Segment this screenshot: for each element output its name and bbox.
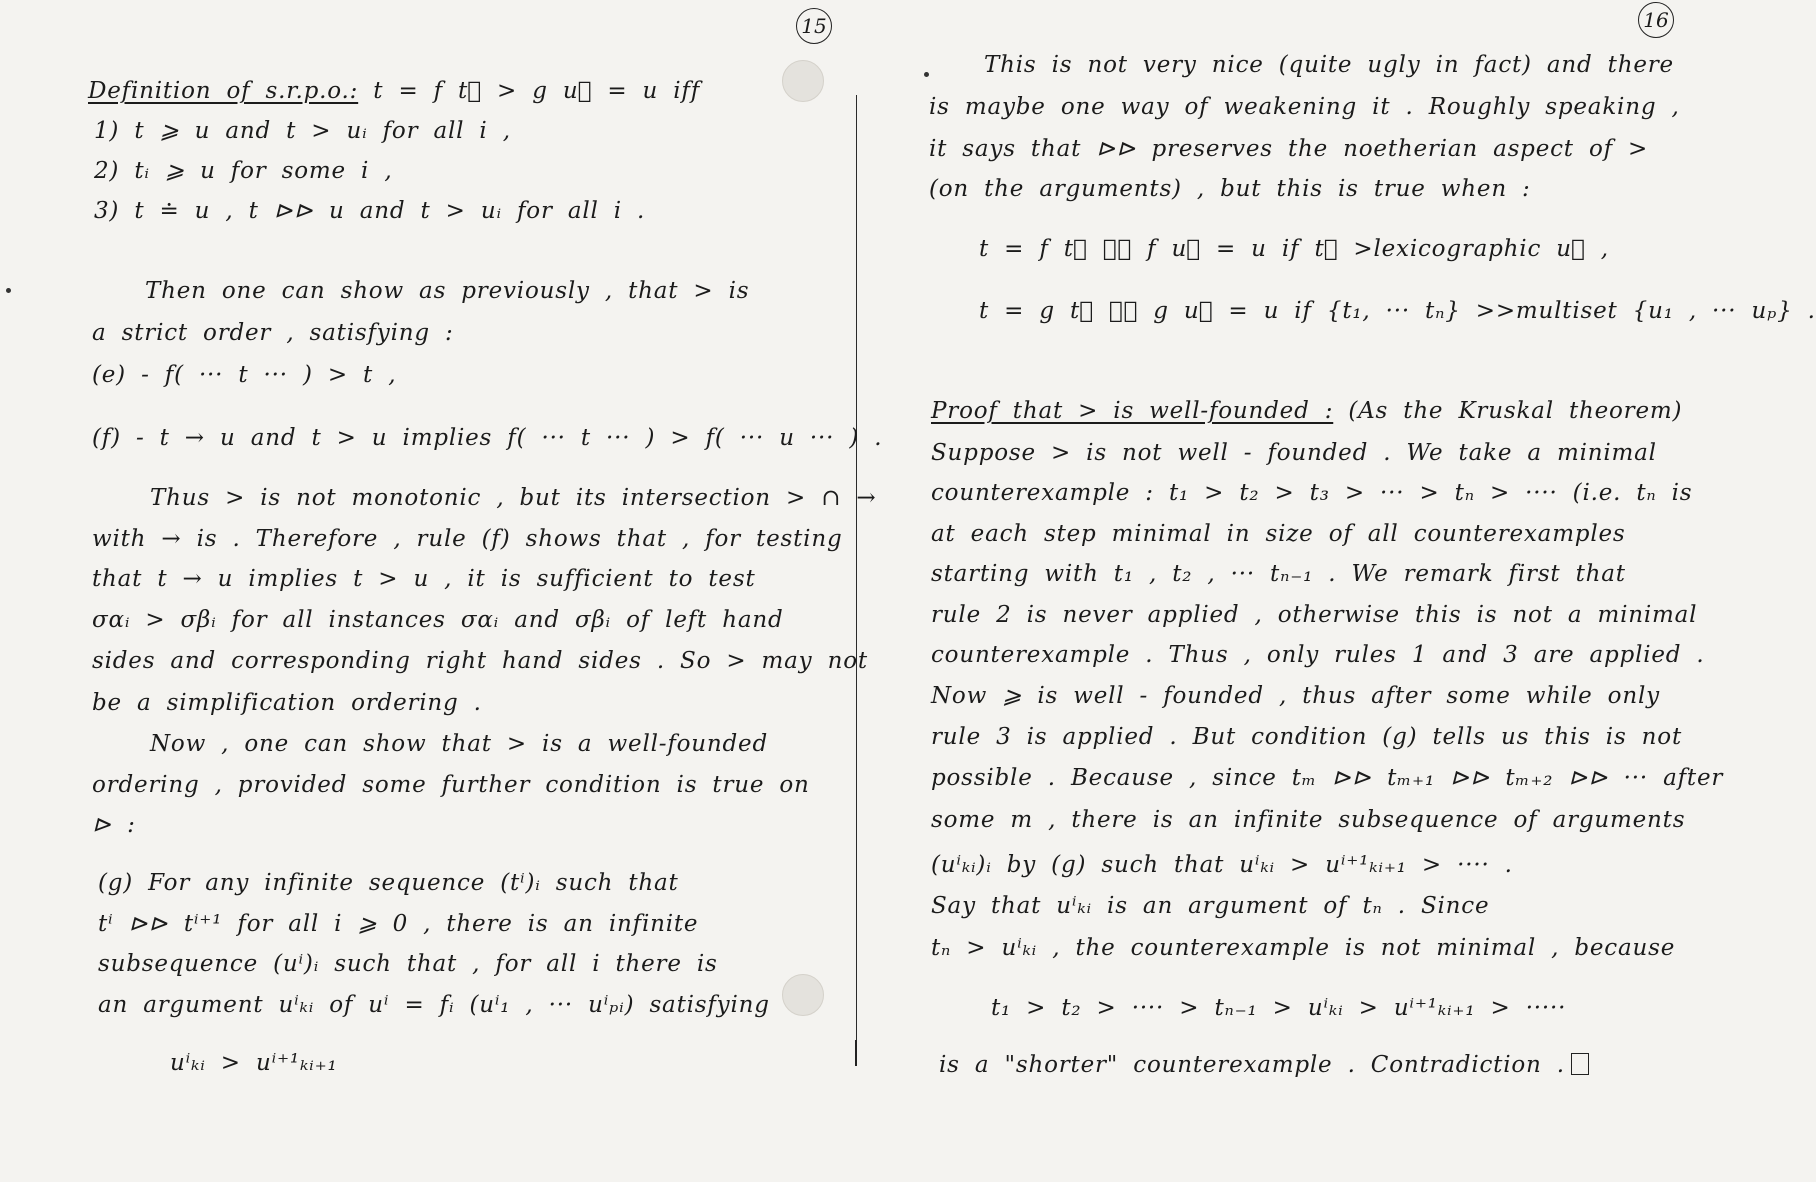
proof-line: Suppose > is not well - founded . We take a minimal: [931, 440, 1657, 466]
text-line: a strict order , satisfying :: [92, 320, 454, 346]
text-line: sides and corresponding right hand sides . So > may not: [92, 648, 868, 674]
text-line: This is not very nice (quite ugly in fact) and there: [984, 52, 1674, 78]
proof-line: Now ⩾ is well - founded , thus after some while only: [931, 683, 1660, 709]
condition-g-line: subsequence (uⁱ)ᵢ such that , for all i there is: [98, 951, 718, 977]
condition-g: (g) For any infinite sequence (tⁱ)ᵢ such that: [98, 870, 679, 896]
proof-line: rule 2 is never applied , otherwise this is not a minimal: [931, 602, 1698, 628]
text-line: it says that ⊳⊳ preserves the noetherian aspect of >: [929, 136, 1649, 162]
proof-line: starting with t₁ , t₂ , ··· tₙ₋₁ . We remark first that: [931, 561, 1626, 587]
proof-line: counterexample : t₁ > t₂ > t₃ > ··· > tₙ > ···· (i.e. tₙ is: [931, 480, 1693, 506]
proof-line: possible . Because , since tₘ ⊳⊳ tₘ₊₁ ⊳⊳ tₘ₊₂ ⊳⊳ ··· after: [931, 765, 1724, 791]
text-line: (on the arguments) , but this is true when :: [929, 176, 1531, 202]
definition-line: [88, 78, 700, 104]
property-e: (e) - f( ··· t ··· ) > t ,: [92, 362, 397, 388]
proof-line: some m , there is an infinite subsequence of arguments: [931, 807, 1686, 833]
proof-line: tₙ > uⁱₖᵢ , the counterexample is not minimal , because: [931, 935, 1676, 961]
proof-line: (uⁱₖᵢ)ᵢ by (g) such that uⁱₖᵢ > uⁱ⁺¹ₖᵢ₊₁ > ···· .: [931, 852, 1513, 878]
proof-conclusion-line: [939, 1052, 1589, 1078]
definition-label: Definition of s.r.p.o.:: [88, 78, 359, 104]
lexicographic-rule: t = f t⃗ ⊳⊳ f u⃗ = u if t⃗ >lexicographic u⃗ ,: [979, 236, 1609, 262]
text-line: is maybe one way of weakening it . Roughly speaking ,: [929, 94, 1680, 120]
condition-g-formula: uⁱₖᵢ > uⁱ⁺¹ₖᵢ₊₁: [170, 1050, 338, 1076]
condition-g-line: tⁱ ⊳⊳ tⁱ⁺¹ for all i ⩾ 0 , there is an infinite: [98, 911, 699, 937]
proof-line: counterexample . Thus , only rules 1 and 3 are applied .: [931, 642, 1705, 668]
definition-condition: 2) tᵢ ⩾ u for some i ,: [94, 158, 393, 184]
text-line: σαᵢ > σβᵢ for all instances σαᵢ and σβᵢ of left hand: [92, 607, 784, 633]
page-number-right: 16: [1638, 2, 1674, 38]
text-line: Thus > is not monotonic , but its intersection > ∩ →: [150, 485, 877, 511]
text-line: with → is . Therefore , rule (f) shows that , for testing: [92, 526, 843, 552]
proof-chain: t₁ > t₂ > ···· > tₙ₋₁ > uⁱₖᵢ > uⁱ⁺¹ₖᵢ₊₁ > ·····: [991, 995, 1567, 1021]
page-number-left: 15: [796, 8, 832, 44]
proof-heading-note: (As the Kruskal theorem): [1348, 398, 1683, 424]
text-line: ordering , provided some further condition is true on: [92, 772, 810, 798]
text-line: that t → u implies t > u , it is sufficient to test: [92, 566, 756, 592]
multiset-rule: t = g t⃗ ⊳⊳ g u⃗ = u if {t₁, ··· tₙ} >>multiset {u₁ , ··· uₚ} .: [979, 298, 1816, 324]
left-page: [0, 0, 883, 1182]
proof-line: at each step minimal in size of all counterexamples: [931, 521, 1626, 547]
definition-condition: 3) t ≐ u , t ⊳⊳ u and t > uᵢ for all i .: [94, 198, 646, 224]
property-f: (f) - t → u and t > u implies f( ··· t ··· ) > f( ··· u ··· ) .: [92, 425, 883, 451]
definition-condition: 1) t ⩾ u and t > uᵢ for all i ,: [94, 118, 511, 144]
proof-conclusion: is a "shorter" counterexample . Contradiction .: [939, 1052, 1565, 1078]
definition-formula: t = f t⃗ > g u⃗ = u iff: [373, 78, 701, 104]
proof-heading: Proof that > is well-founded :: [931, 398, 1334, 424]
text-line: ⊳ :: [92, 812, 136, 838]
proof-line: rule 3 is applied . But condition (g) tells us this is not: [931, 724, 1682, 750]
proof-line: Say that uⁱₖᵢ is an argument of tₙ . Since: [931, 893, 1490, 919]
condition-g-line: an argument uⁱₖᵢ of uⁱ = fᵢ (uⁱ₁ , ··· uⁱₚᵢ) satisfying: [98, 992, 770, 1018]
proof-heading-line: [931, 398, 1682, 424]
text-line: be a simplification ordering .: [92, 690, 482, 716]
text-line: Then one can show as previously , that > is: [145, 278, 750, 304]
text-line: Now , one can show that > is a well-founded: [150, 731, 768, 757]
qed-square-icon: [1571, 1053, 1589, 1075]
right-page: [851, 0, 1816, 1182]
